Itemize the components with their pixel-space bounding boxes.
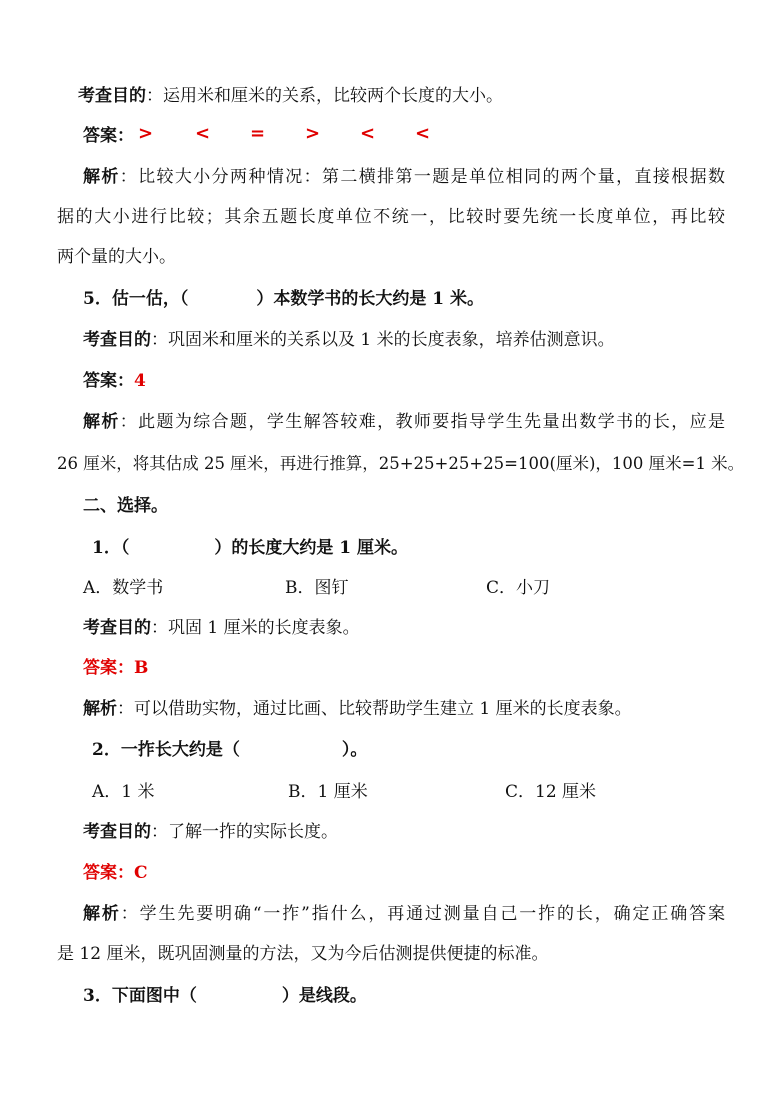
analysis-label: 解析	[83, 167, 120, 187]
purpose-line-q4	[78, 84, 503, 108]
choice-3-title: 3．下面图中（ ）是线段。	[83, 986, 367, 1006]
answer-label: 答案：	[83, 371, 134, 391]
analysis-line2-c2: 是 12 厘米，既巩固测量的方法，又为今后估测提供便捷的标准。	[57, 944, 549, 964]
analysis-line2-q4: 据的大小进行比较；其余五题长度单位不统一，比较时要先统一长度单位，再比较	[57, 207, 725, 227]
answer-value: 4	[134, 371, 146, 391]
purpose-text: ：巩固 1 厘米的长度表象。	[151, 618, 360, 638]
choice-2-option-a: A．1 米	[92, 782, 155, 802]
answer-symbol-6: <	[415, 123, 431, 144]
analysis-line1-q4	[83, 165, 725, 189]
analysis-text-1: ：此题为综合题，学生解答较难，教师要指导学生先量出数学书的长，应是	[119, 412, 725, 432]
purpose-label: 考查目的	[78, 86, 146, 106]
answer-symbol-1: >	[138, 123, 154, 144]
purpose-label: 考查目的	[83, 618, 151, 638]
analysis-text-1: ：学生先要明确“一拃”指什么，再通过测量自己一拃的长，确定正确答案	[120, 904, 725, 924]
purpose-line-c2	[83, 820, 338, 844]
analysis-text-1: ：比较大小分两种情况：第二横排第一题是单位相同的两个量，直接根据数	[119, 167, 725, 187]
analysis-line1-c2	[83, 902, 725, 926]
analysis-label: 解析	[83, 412, 120, 432]
analysis-label: 解析	[83, 699, 117, 719]
choice-2-option-c: C．12 厘米	[505, 782, 597, 802]
question-5-title: 5．估一估，（ ）本数学书的长大约是 1 米。	[83, 289, 484, 309]
choice-1-option-c: C．小刀	[486, 578, 551, 598]
purpose-text: ：巩固米和厘米的关系以及 1 米的长度表象，培养估测意识。	[151, 330, 615, 350]
purpose-label: 考查目的	[83, 822, 151, 842]
answer-c1: 答案：B	[83, 658, 149, 678]
answer-symbol-5: <	[360, 123, 376, 144]
choice-1-option-b: B．图钉	[285, 578, 349, 598]
analysis-label: 解析	[83, 904, 121, 924]
analysis-line3-q4: 两个量的大小。	[57, 247, 176, 267]
purpose-label: 考查目的	[83, 330, 151, 350]
answer-symbol-3: =	[250, 123, 266, 144]
answer-colon: ：	[117, 126, 134, 146]
purpose-text: ：运用米和厘米的关系，比较两个长度的大小。	[146, 86, 503, 106]
purpose-line-c1	[83, 616, 360, 640]
answer-c2: 答案：C	[83, 863, 148, 883]
analysis-line-c1	[83, 697, 632, 721]
answer-label: 答案	[83, 126, 117, 146]
purpose-text: ：了解一拃的实际长度。	[151, 822, 338, 842]
choice-2-option-b: B．1 厘米	[288, 782, 368, 802]
choice-1-option-a: A．数学书	[83, 578, 164, 598]
answer-symbol-4: >	[305, 123, 321, 144]
analysis-line1-q5	[83, 410, 725, 434]
analysis-line2-q5: 26 厘米，将其估成 25 厘米，再进行推算，25+25+25+25=100(厘米)，100 厘米=1 米。	[57, 454, 745, 473]
analysis-text: ：可以借助实物，通过比画、比较帮助学生建立 1 厘米的长度表象。	[117, 699, 632, 719]
answer-line-q4	[83, 124, 134, 148]
answer-symbol-2: <	[195, 123, 211, 144]
section-2-title: 二、选择。	[83, 496, 168, 516]
purpose-line-q5	[83, 328, 615, 352]
answer-line-q5	[83, 369, 146, 393]
choice-2-title: 2．一拃长大约是（ ）。	[92, 740, 368, 760]
choice-1-title: 1．（ ）的长度大约是 1 厘米。	[92, 538, 408, 558]
